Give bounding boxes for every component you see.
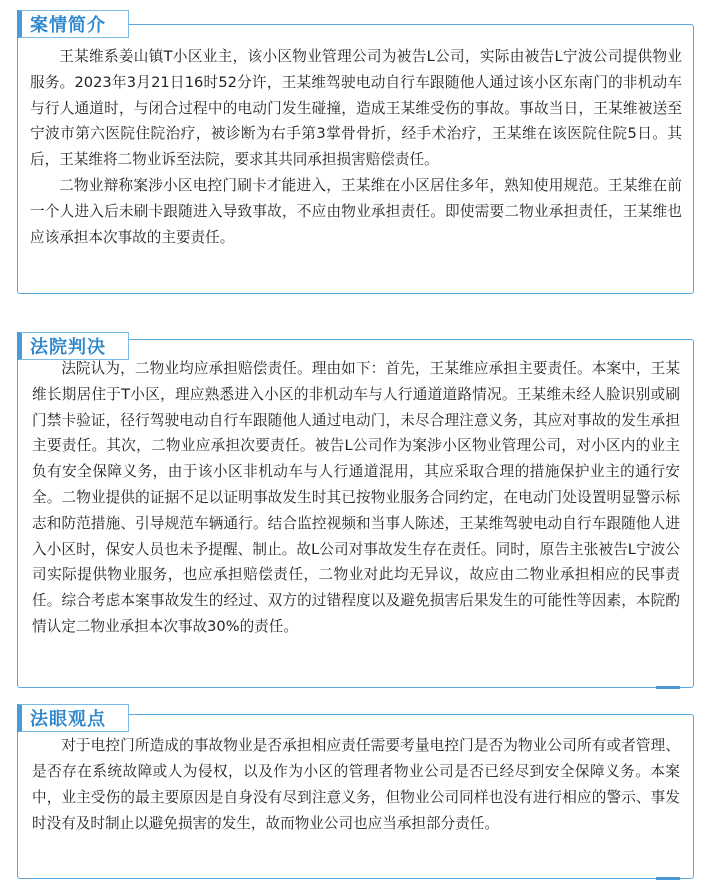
expert-opinion-title-text: 法眼观点 — [30, 709, 106, 730]
case-summary-body — [30, 44, 682, 250]
expert-opinion-title — [17, 704, 129, 732]
court-ruling-edge-mark — [656, 686, 680, 689]
expert-opinion-paragraph-1: 对于电控门所造成的事故物业是否承担相应责任需要考量电控门是否为物业公司所有或者管理、是否存在系统故障或人为侵权，以及作为小区的管理者物业公司是否已经尽到安全保障义务。本案中，业主受伤的最主要原因是自身没有尽到注意义务，但物业公司同样也没有进行相应的警示、事发时没有及时制止以避免损害的发生，故而物业公司也应当承担部分责任。 — [32, 737, 680, 832]
court-ruling-title-text: 法院判决 — [30, 337, 106, 358]
court-ruling-body — [32, 356, 680, 640]
case-summary-paragraph-1: 王某维系姜山镇T小区业主，该小区物业管理公司为被告L公司，实际由被告L宁波公司提供物业服务。2023年3月21日16时52分许，王某维驾驶电动自行车跟随他人通过该小区东南门的非机动车与行人通道时，与闭合过程中的电动门发生碰撞，造成王某维受伤的事故。事故当日，王某维被送至宁波市第六医院住院治疗，被诊断为右手第3掌骨骨折，经手术治疗，王某维在该医院住院5日。其后，王某维将二物业诉至法院，要求其共同承担损害赔偿责任。 — [30, 48, 682, 169]
expert-opinion-edge-mark — [656, 877, 680, 880]
case-summary-title-text: 案情简介 — [30, 15, 106, 36]
expert-opinion-body — [32, 733, 680, 837]
case-summary-title — [17, 10, 129, 38]
case-summary-paragraph-2: 二物业辩称案涉小区电控门刷卡才能进入，王某维在小区居住多年，熟知使用规范。王某维在前一个人进入后未刷卡跟随进入导致事故，不应由物业承担责任。即使需要二物业承担责任，王某维也应该承担本次事故的主要责任。 — [30, 176, 682, 246]
court-ruling-paragraph-1: 法院认为，二物业均应承担赔偿责任。理由如下：首先，王某维应承担主要责任。本案中，王某维长期居住于T小区，理应熟悉进入小区的非机动车与人行通道道路情况。王某维未经人脸识别或刷门禁卡验证，径行驾驶电动自行车跟随他人通过电动门，未尽合理注意义务，其应对事故的发生承担主要责任。其次，二物业应承担次要责任。被告L公司作为案涉小区物业管理公司，对小区内的业主负有安全保障义务，由于该小区非机动车与人行通道混用，其应采取合理的措施保护业主的通行安全。二物业提供的证据不足以证明事故发生时其已按物业服务合同约定，在电动门处设置明显警示标志和防范措施、引导规范车辆通行。结合监控视频和当事人陈述，王某维驾驶电动自行车跟随他人进入小区时，保安人员也未予提醒、制止。故L公司对事故发生存在责任。同时，原告主张被告L宁波公司实际提供物业服务，也应承担赔偿责任，二物业对此均无异议，故应由二物业承担相应的民事责任。综合考虑本案事故发生的经过、双方的过错程度以及避免损害后果发生的可能性等因素，本院酌情认定二物业承担本次事故30%的责任。 — [32, 360, 680, 635]
